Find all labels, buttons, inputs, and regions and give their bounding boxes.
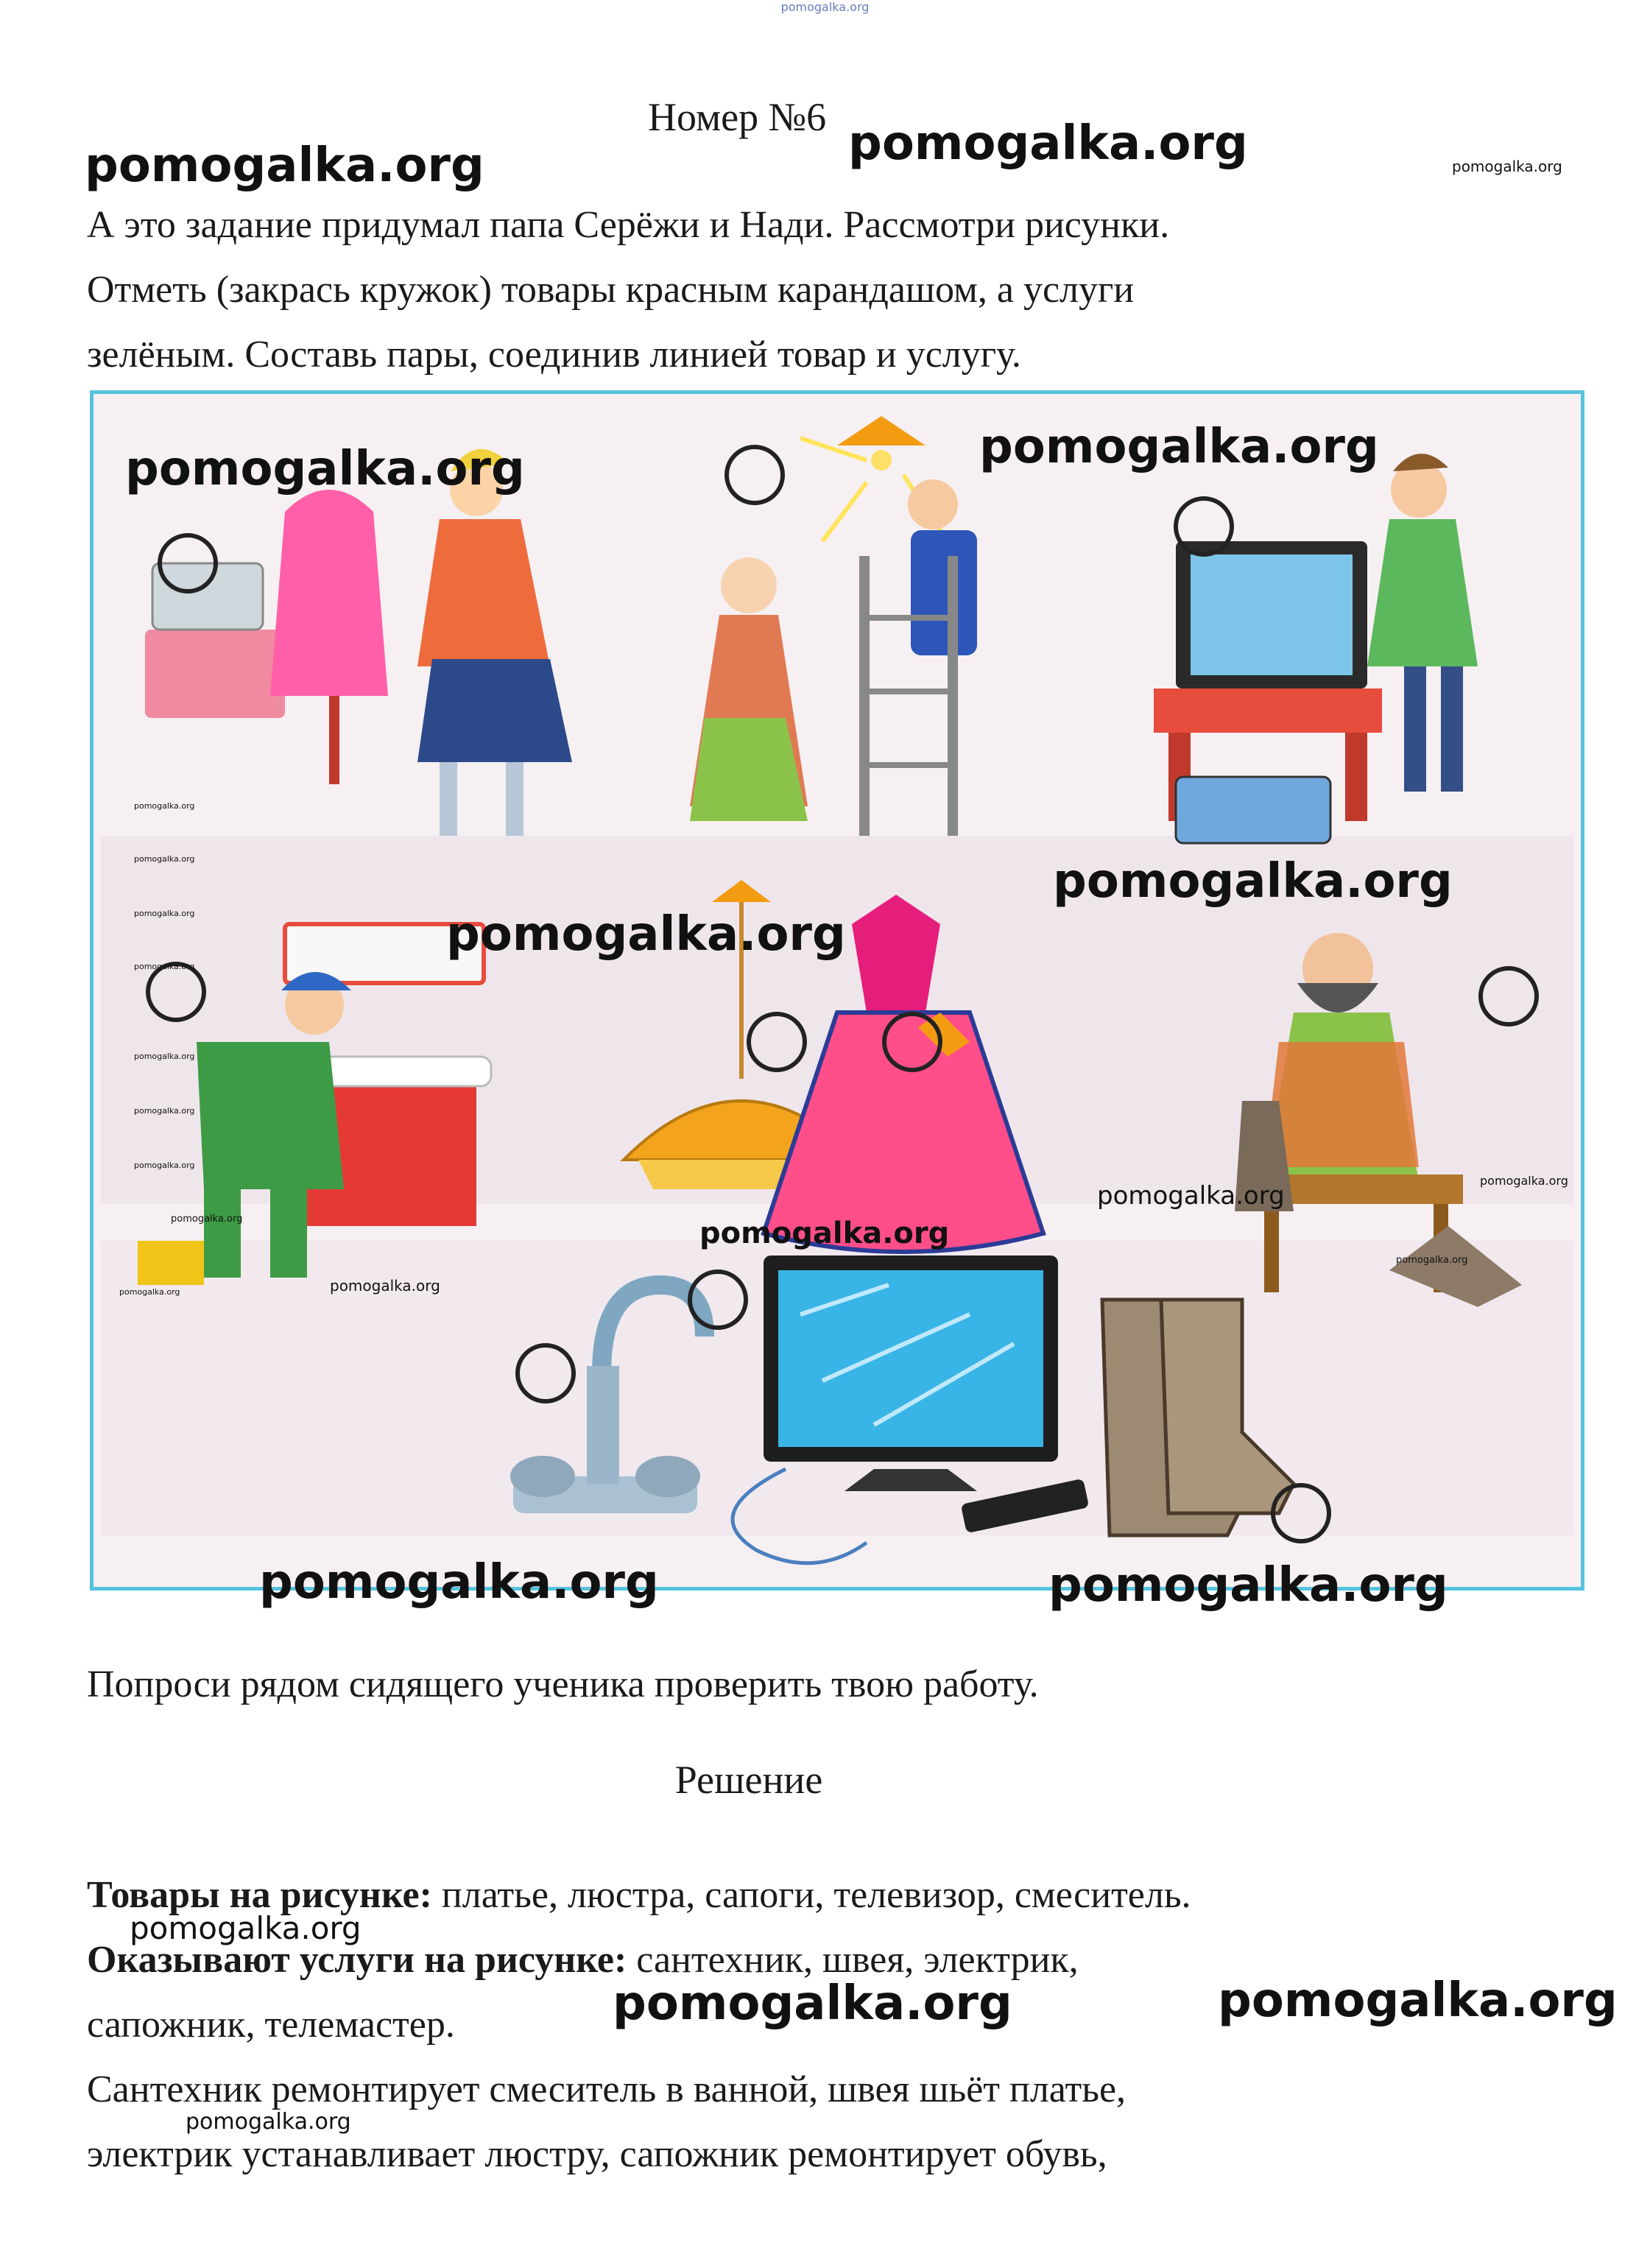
pairs-line-2: электрик устанавливает люстру, сапожник ремонтирует обувь, bbox=[87, 2133, 1107, 2175]
task-line-3: зелёным. Составь пары, соединив линией товар и услугу. bbox=[87, 334, 1021, 376]
watermark: pomogalka.org bbox=[330, 1277, 440, 1295]
watermark: pomogalka.org bbox=[259, 1555, 659, 1610]
goods-label: Товары на рисунке: bbox=[87, 1874, 432, 1916]
watermark: pomogalka.org bbox=[1396, 1255, 1468, 1266]
watermark: pomogalka.org bbox=[699, 1216, 950, 1250]
watermark: pomogalka.org bbox=[1097, 1181, 1285, 1211]
watermark: pomogalka.org bbox=[130, 1910, 362, 1946]
watermark: pomogalka.org bbox=[186, 2109, 351, 2135]
watermark: pomogalka.org bbox=[134, 962, 195, 971]
watermark: pomogalka.org bbox=[134, 1052, 195, 1061]
watermark: pomogalka.org bbox=[613, 1976, 1012, 2031]
goods-text: платье, люстра, сапоги, телевизор, смеситель. bbox=[431, 1874, 1191, 1916]
services-label: Оказывают услуги на рисунке: bbox=[87, 1939, 627, 1981]
watermark: pomogalka.org bbox=[1218, 1973, 1618, 2028]
task-illustration bbox=[90, 390, 1584, 1591]
watermark: pomogalka.org bbox=[134, 1161, 195, 1170]
watermark: pomogalka.org bbox=[848, 116, 1248, 171]
seamstress-scene-icon bbox=[145, 449, 572, 836]
watermark: pomogalka.org bbox=[134, 801, 195, 811]
watermark: pomogalka.org bbox=[171, 1214, 243, 1225]
solution-heading: Решение bbox=[674, 1758, 823, 1802]
services-text: сантехник, швея, электрик, bbox=[627, 1939, 1079, 1981]
watermark: pomogalka.org bbox=[1048, 1558, 1448, 1613]
check-instruction: Попроси рядом сидящего ученика проверить твою работу. bbox=[87, 1663, 1039, 1705]
illustration-drawing bbox=[94, 394, 1581, 1587]
page-title: Номер №6 bbox=[648, 95, 827, 139]
top-site-link[interactable]: pomogalka.org bbox=[780, 0, 870, 14]
watermark: pomogalka.org bbox=[125, 442, 525, 496]
watermark: pomogalka.org bbox=[446, 907, 846, 962]
watermark: pomogalka.org bbox=[85, 138, 484, 193]
task-line-1: А это задание придумал папа Серёжи и Нади. Рассмотри рисунки. bbox=[87, 204, 1170, 246]
services-line-cont: сапожник, телемастер. bbox=[87, 2004, 455, 2046]
answer-circle bbox=[727, 447, 783, 503]
watermark: pomogalka.org bbox=[134, 909, 195, 918]
watermark: pomogalka.org bbox=[134, 854, 195, 864]
watermark: pomogalka.org bbox=[1053, 854, 1453, 909]
watermark: pomogalka.org bbox=[979, 420, 1379, 474]
task-line-2: Отметь (закрась кружок) товары красным карандашом, а услуги bbox=[87, 269, 1135, 311]
watermark: pomogalka.org bbox=[1452, 158, 1562, 175]
electrician-scene-icon bbox=[690, 416, 977, 836]
watermark: pomogalka.org bbox=[1480, 1174, 1568, 1188]
watermark: pomogalka.org bbox=[119, 1287, 180, 1297]
tv-repairman-scene-icon bbox=[1154, 454, 1478, 843]
watermark: pomogalka.org bbox=[134, 1106, 195, 1116]
pairs-line-1: Сантехник ремонтирует смеситель в ванной, швея шьёт платье, bbox=[87, 2068, 1127, 2110]
